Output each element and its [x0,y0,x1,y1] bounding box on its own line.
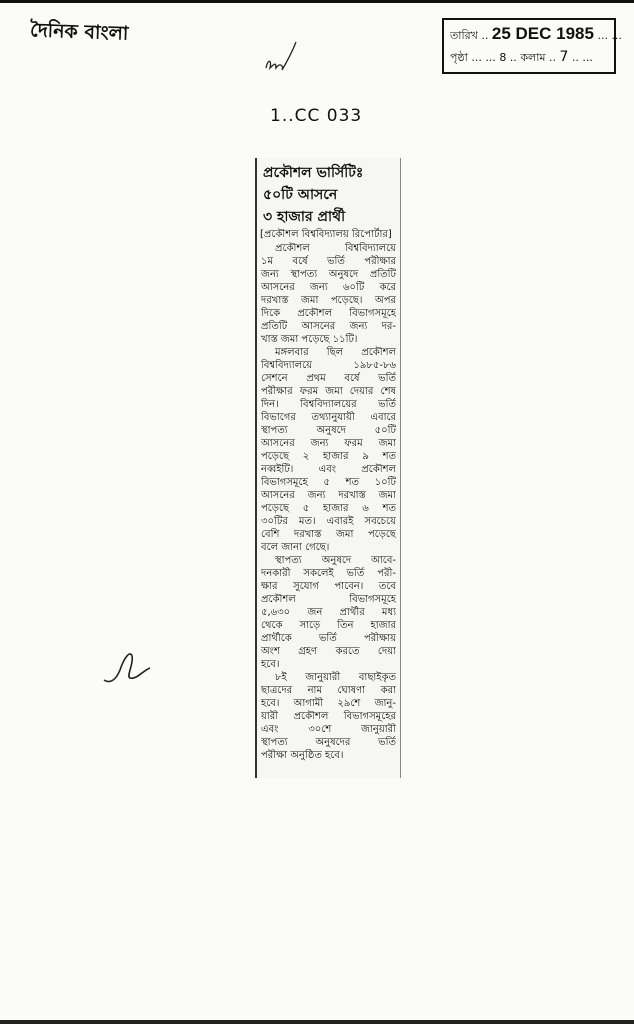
article-paragraph [261,242,396,346]
article-line: আসনের জন্য দরখাস্ত জমা [261,490,396,501]
article-line: নব্বইটি। এবং প্রকৌশল [261,464,396,475]
article-line: ক্ষার সুযোগ পাবেন। তবে [261,581,396,592]
article-line: স্থাপত্য অনুষদে ৫০টি [261,425,396,436]
article-line: বিভাগের তথ্যানুযায়ী এবারে [261,412,396,423]
article-body [257,242,400,762]
article-line: ৩০টির মত। এবারই সবচেয়ে [261,516,396,527]
handwritten-initials-top [262,38,302,78]
article-line: মঙ্গলবার ছিল প্রকৌশল [275,347,396,358]
article-line: আসনের জন্য ফরম জমা [261,438,396,449]
article-line: প্রকৌশল বিশ্ববিদ্যালয়ে [275,243,396,254]
article-paragraph [261,671,396,762]
article-line: ১ম বর্ষে ভর্তি পরীক্ষার [261,256,396,267]
article-line: বিশ্ববিদ্যালয়ে ১৯৮৫-৮৬ [261,360,396,371]
article-line: এবং ৩০শে জানুয়ারী [261,724,396,735]
headline-line: ৫০টি আসনে [263,187,338,203]
article-line: থেকে সাড়ে তিন হাজার [261,620,396,631]
date-label: তারিখ [450,29,478,42]
article-line: পরীক্ষা অনুষ্ঠিত হবে। [261,750,344,761]
article-line: ৫,৬৩০ জন প্রার্থীর মধ্য [261,607,396,618]
article-line: পরীক্ষার ফরম জমা দেয়ার শেষ [261,386,396,397]
byline: [প্রকৌশল বিশ্ববিদ্যালয় রিপোর্টার] [260,229,392,240]
article-line: প্রতিটি আসনের জন্য দর- [261,321,396,332]
article-line: দিকে প্রকৌশল বিভাগসমূহে [261,308,396,319]
headline [257,158,400,228]
article-line: প্রার্থীকে ভর্তি পরীক্ষায় [261,633,396,644]
article-paragraph [261,346,396,554]
newspaper-name: দৈনিক বাংলা [29,19,129,45]
article-line: অংশ গ্রহণ করতে দেয়া [261,646,396,657]
article-line: বলে জানা গেছে। [261,542,330,553]
news-clipping [255,158,401,778]
article-line: পড়েছে ৫ হাজার ৬ শত [261,503,396,514]
article-line: দিন। বিশ্ববিদ্যালয়ের ভর্তি [261,399,396,410]
article-line: ৮ই জানুয়ারী বাছাইকৃত [275,672,396,683]
handwritten-signature-left [100,640,160,690]
article-line: বেশি দরখাস্ত জমা পড়েছে [261,529,396,540]
article-line: পড়েছে ২ হাজার ৯ শত [261,451,396,462]
article-line: জন্য স্থাপত্য অনুষদে প্রতিটি [261,269,396,280]
article-line: দনকারী সকলেই ভর্তি পরী- [261,568,396,579]
article-paragraph [261,554,396,671]
scan-bottom-edge [0,1020,634,1024]
article-line: স্থাপত্য অনুষদের ভর্তি [261,737,396,748]
article-line: য়ারী প্রকৌশল বিভাগসমূহের [261,711,396,722]
page-value: 8 [499,51,507,64]
article-line: বিভাগসমূহে ৫ শত ১০টি [261,477,396,488]
article-line: প্রকৌশল বিভাগসমূহে [261,594,396,605]
date-stamp: তারিখ .. 25 DEC 1985 ... ... পৃষ্ঠা ... ... 8 .. কলাম .. 7 .. ... [442,18,616,74]
article-line: সেশনে প্রথম বর্ষে ভর্তি [261,373,396,384]
column-value: 7 [559,49,569,65]
article-line: আসনের জন্য ৬০টি করে [261,282,396,293]
article-line: হবে। আগামী ২৯শে জানু- [261,698,396,709]
page-label: পৃষ্ঠা [450,51,468,64]
article-line: হবে। [261,659,280,670]
article-line: খাস্ত জমা পড়েছে ১১টি। [261,334,358,345]
article-line: দরখাস্ত জমা পড়েছে। অপর [261,295,396,306]
article-line: ছাত্রদের নাম ঘোষণা করা [261,685,396,696]
document-number: 1..CC 033 [270,106,363,126]
headline-line: ৩ হাজার প্রার্থী [263,209,346,225]
article-line: স্থাপত্য অনুষদে আবে- [275,555,396,566]
scan-top-edge [0,0,634,3]
headline-line: প্রকৌশল ভার্সিটিঃ [263,165,364,181]
date-value: 25 DEC 1985 [491,24,594,43]
column-label: কলাম [520,51,546,64]
